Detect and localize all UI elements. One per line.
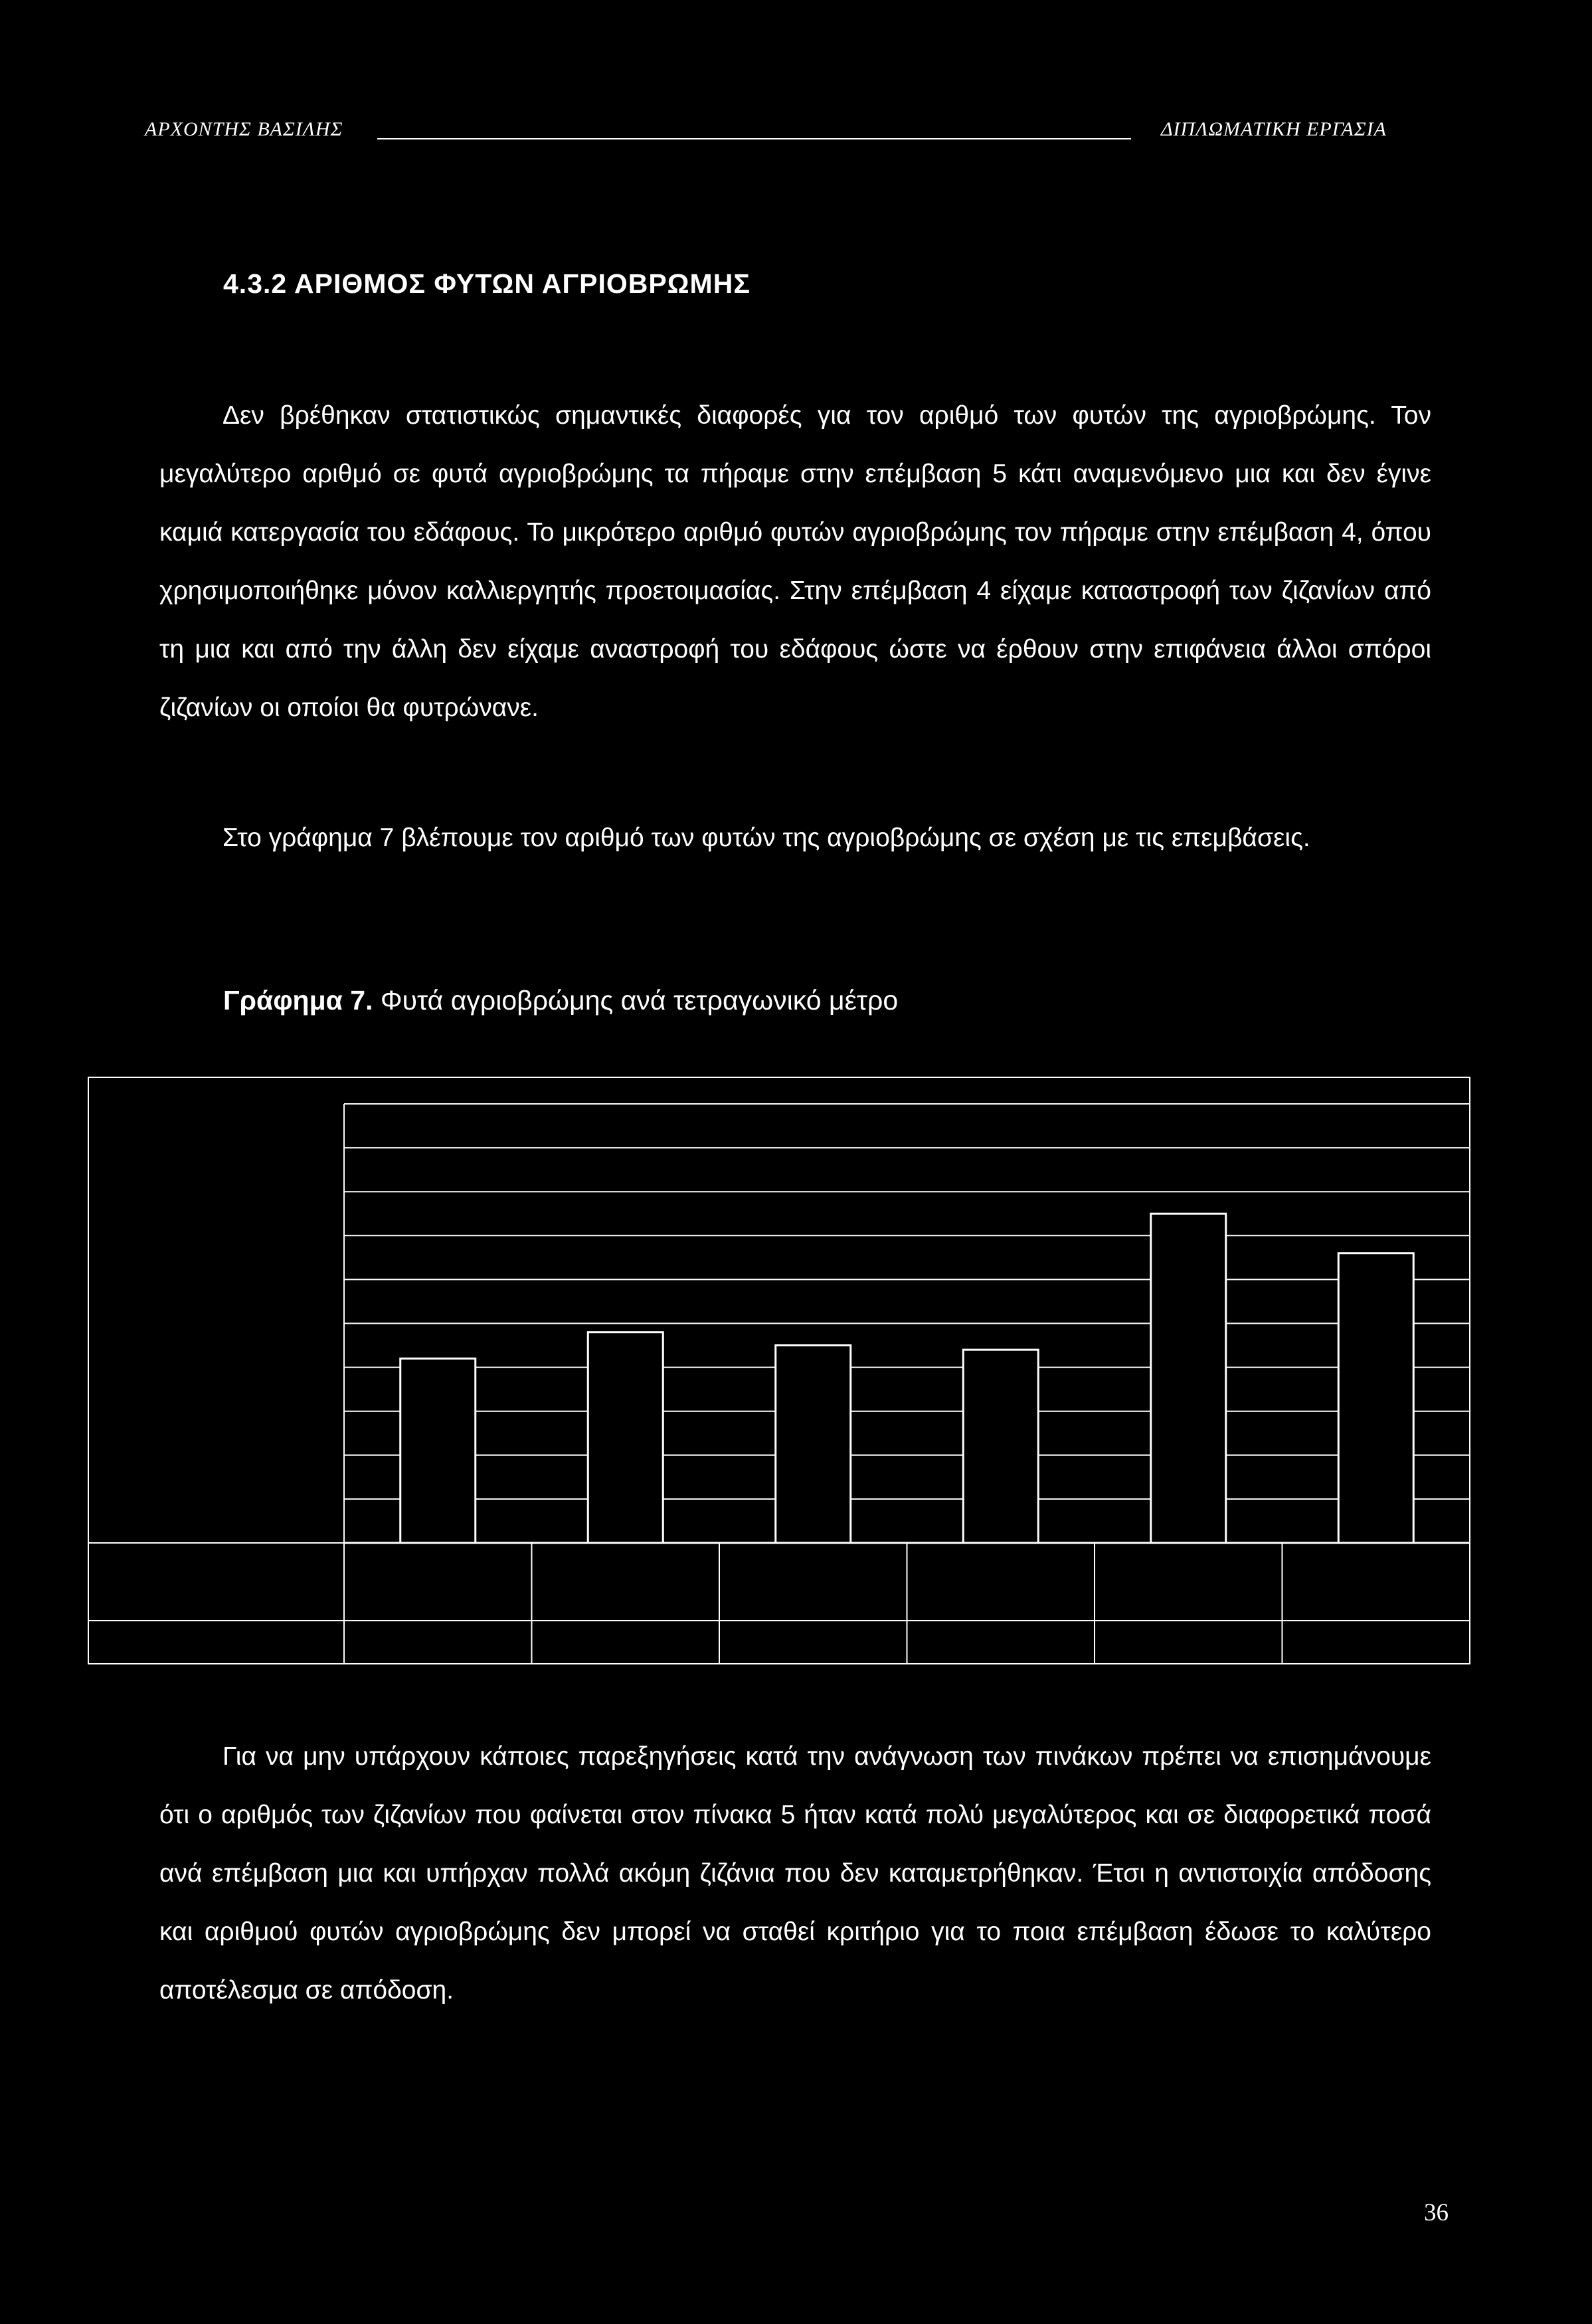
chart-bar xyxy=(400,1358,476,1543)
figure-caption xyxy=(223,985,898,1016)
paragraph-1: Δεν βρέθηκαν στατιστικώς σημαντικές διαφορές για τον αριθμό των φυτών της αγριοβρώμης. Τον μεγαλύτερο αριθμό σε φυτά αγριοβρώμης τα πήραμε στην επέμβαση 5 κάτι αναμενόμενο μια και δεν έγινε καμιά κατεργασία του εδάφους. Το μικρότερο αριθμό φυτών αγριοβρώμης τον πήραμε στην επέμβαση 4, όπου χρησιμοποιήθηκε μόνον καλλιεργητής προετοιμασίας. Στην επέμβαση 4 είχαμε καταστροφή των ζιζανίων από τη μια και από την άλλη δεν είχαμε αναστροφή του εδάφους ώστε να έρθουν στην επιφάνεια άλλοι σπόροι ζιζανίων οι οποίοι θα φυτρώνανε. xyxy=(159,401,1431,722)
header-author: ΑΡΧΟΝΤΗΣ ΒΑΣΙΛΗΣ xyxy=(145,118,343,140)
figure-caption-text: Φυτά αγριοβρώμης ανά τετραγωνικό μέτρο xyxy=(380,985,899,1016)
header-rule xyxy=(377,138,1131,139)
paragraph-2: Στο γράφημα 7 βλέπουμε τον αριθμό των φυτών της αγριοβρώμης σε σχέση με τις επεμβάσεις. xyxy=(222,824,1310,852)
figure-caption-label: Γράφημα 7. xyxy=(223,985,373,1016)
header-doc-type: ΔΙΠΛΩΜΑΤΙΚΗ ΕΡΓΑΣΙΑ xyxy=(1160,118,1387,140)
chart-frame xyxy=(88,1077,1470,1664)
chart-bars xyxy=(400,1213,1414,1543)
chart-gridlines xyxy=(344,1148,1470,1499)
section-title: 4.3.2 ΑΡΙΘΜΟΣ ΦΥΤΩΝ ΑΓΡΙΟΒΡΩΜΗΣ xyxy=(223,268,751,299)
page-number: 36 xyxy=(1424,2199,1449,2226)
chart-data-table xyxy=(88,1543,1470,1664)
chart-outer-frame xyxy=(88,1077,1470,1664)
chart-bar xyxy=(1151,1213,1226,1543)
chart-bar xyxy=(588,1332,663,1543)
chart-bar xyxy=(1338,1253,1413,1543)
chart-bar xyxy=(963,1350,1038,1543)
running-header xyxy=(145,113,1387,147)
paragraph-3: Για να μην υπάρχουν κάποιες παρεξηγήσεις κατά την ανάγνωση των πινάκων πρέπει να επισημάνουμε ότι ο αριθμός των ζιζανίων που φαίνεται στον πίνακα 5 ήταν κατά πολύ μεγαλύτερος και σε διαφορετικά ποσά ανά επέμβαση μια και υπήρχαν πολλά ακόμη ζιζάνια που δεν καταμετρήθηκαν. Έτσι η αντιστοιχία απόδοσης και αριθμού φυτών αγριοβρώμης δεν μπορεί να σταθεί κριτήριο για το ποια επέμβαση έδωσε το καλύτερο αποτέλεσμα σε απόδοση. xyxy=(159,1742,1431,2005)
chart-bar xyxy=(776,1346,851,1543)
